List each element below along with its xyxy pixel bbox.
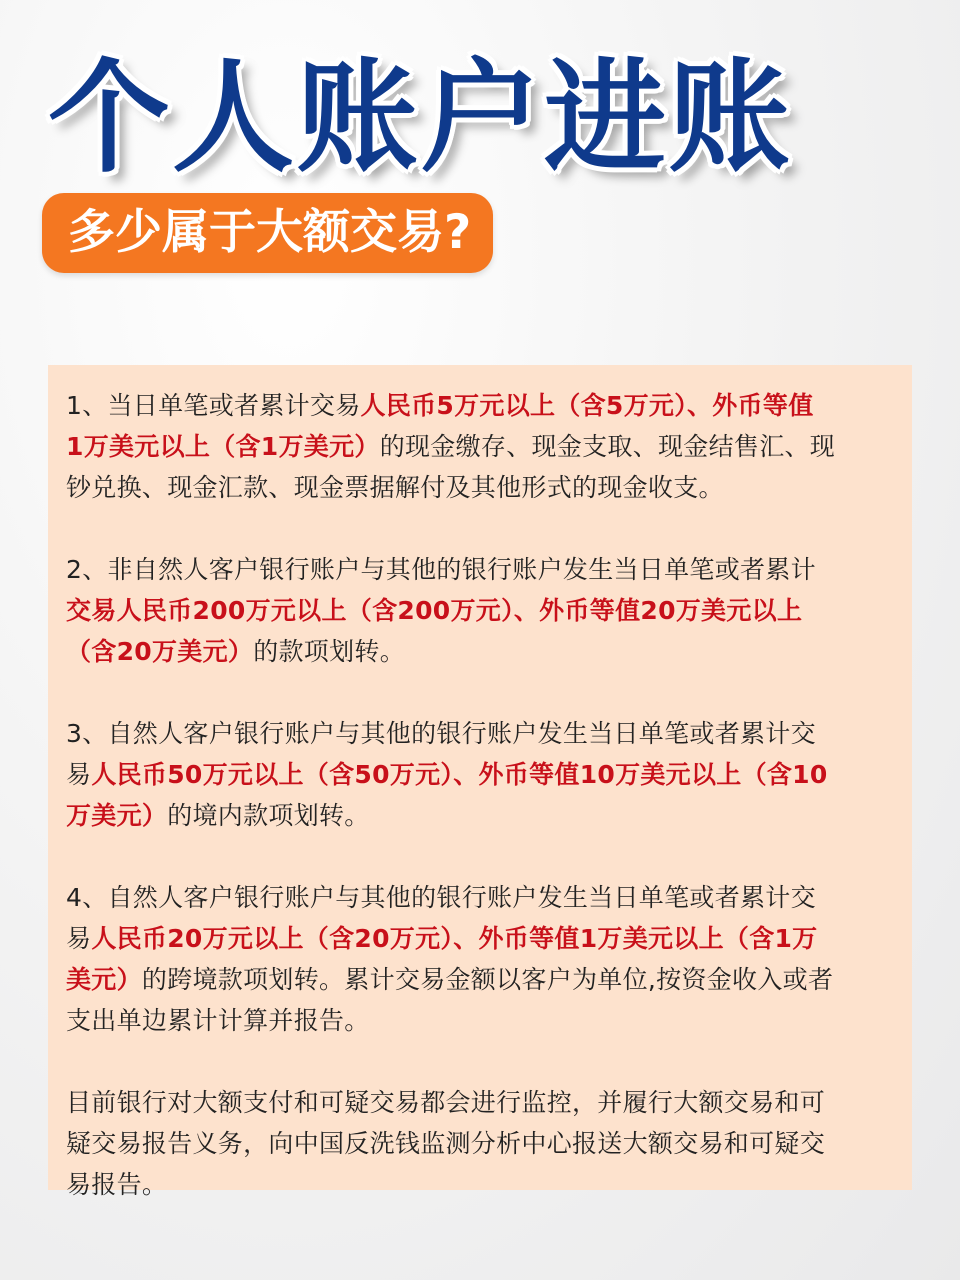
highlight-text: 美元） bbox=[66, 965, 142, 994]
body-text: 钞兑换、现金汇款、现金票据解付及其他形式的现金收支。 bbox=[66, 473, 724, 502]
highlight-text: 人民币20万元以上（含20万元）、外币等值1万美元以上（含1万 bbox=[91, 924, 818, 953]
body-text: 目前银行对大额支付和可疑交易都会进行监控，并履行大额交易和可 bbox=[66, 1088, 826, 1117]
body-text: 2、非自然人客户银行账户与其他的银行账户发生当日单笔或者累计 bbox=[66, 555, 816, 584]
highlight-text: 人民币5万元以上（含5万元）、外币等值 bbox=[360, 391, 814, 420]
body-text: 易 bbox=[66, 924, 92, 953]
content-panel bbox=[48, 365, 912, 1199]
body-text: 的跨境款项划转。累计交易金额以客户为单位,按资金收入或者 bbox=[141, 965, 834, 994]
paragraph-1 bbox=[66, 385, 912, 508]
body-text: 3、自然人客户银行账户与其他的银行账户发生当日单笔或者累计交 bbox=[66, 719, 816, 748]
body-text: 的款项划转。 bbox=[253, 637, 406, 666]
highlight-text: 万美元） bbox=[66, 801, 168, 830]
paragraph-5 bbox=[66, 1082, 912, 1205]
highlight-text: 人民币50万元以上（含50万元）、外币等值10万美元以上（含10 bbox=[91, 760, 828, 789]
paragraph-4 bbox=[66, 877, 912, 1041]
body-text: 疑交易报告义务，向中国反洗钱监测分析中心报送大额交易和可疑交 bbox=[66, 1129, 826, 1158]
subtitle-badge: 多少属于大额交易? bbox=[42, 193, 493, 273]
highlight-text: 1万美元以上（含1万美元） bbox=[66, 432, 380, 461]
paragraph-3 bbox=[66, 713, 912, 836]
body-text: 的现金缴存、现金支取、现金结售汇、现 bbox=[379, 432, 836, 461]
highlight-text: 交易人民币200万元以上（含200万元）、外币等值20万美元以上 bbox=[66, 596, 803, 625]
highlight-text: （含20万美元） bbox=[66, 637, 254, 666]
body-text: 1、当日单笔或者累计交易 bbox=[66, 391, 361, 420]
body-text: 易 bbox=[66, 760, 92, 789]
page-title: 个人账户进账 bbox=[48, 47, 792, 189]
body-text: 的境内款项划转。 bbox=[167, 801, 370, 830]
body-text: 易报告。 bbox=[66, 1170, 168, 1199]
body-text: 支出单边累计计算并报告。 bbox=[66, 1006, 370, 1035]
body-text: 4、自然人客户银行账户与其他的银行账户发生当日单笔或者累计交 bbox=[66, 883, 816, 912]
paragraph-2 bbox=[66, 549, 912, 672]
